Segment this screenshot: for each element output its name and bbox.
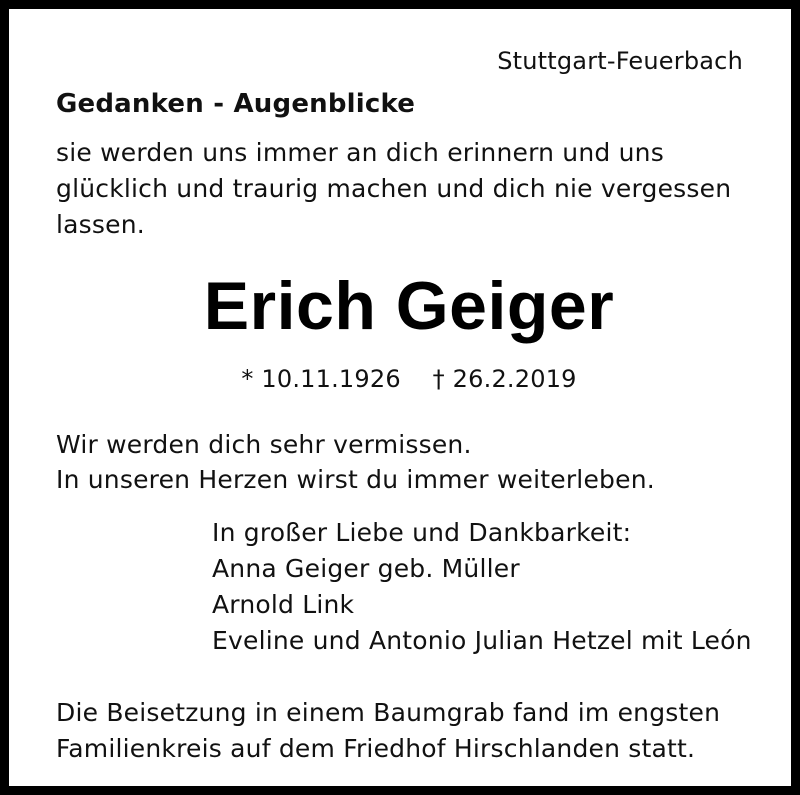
deceased-name: Erich Geiger xyxy=(203,268,615,344)
mourner-name: Eveline und Antonio Julian Hetzel mit León xyxy=(212,626,752,655)
mourner-name: Arnold Link xyxy=(212,590,355,619)
funeral-line: Familienkreis auf dem Friedhof Hirschlanden statt. xyxy=(56,734,696,763)
message-line: Wir werden dich sehr vermissen. xyxy=(56,430,472,459)
intro-line: glücklich und traurig machen und dich nie vergessen xyxy=(56,174,732,203)
intro-text xyxy=(56,135,756,243)
mourner-name: Anna Geiger geb. Müller xyxy=(212,554,520,583)
location-text: Stuttgart-Feuerbach xyxy=(497,47,743,75)
farewell-message xyxy=(56,427,655,497)
life-dates xyxy=(9,365,800,393)
heading: Gedanken - Augenblicke xyxy=(56,89,416,119)
mourners-block xyxy=(212,515,752,659)
birth-date: * 10.11.1926 xyxy=(241,365,401,393)
intro-line: lassen. xyxy=(56,210,145,239)
mourners-intro: In großer Liebe und Dankbarkeit: xyxy=(212,518,632,547)
funeral-info xyxy=(56,695,720,767)
message-line: In unseren Herzen wirst du immer weiterleben. xyxy=(56,465,655,494)
intro-line: sie werden uns immer an dich erinnern und uns xyxy=(56,138,664,167)
funeral-line: Die Beisetzung in einem Baumgrab fand im engsten xyxy=(56,698,721,727)
death-date: † 26.2.2019 xyxy=(432,365,577,393)
